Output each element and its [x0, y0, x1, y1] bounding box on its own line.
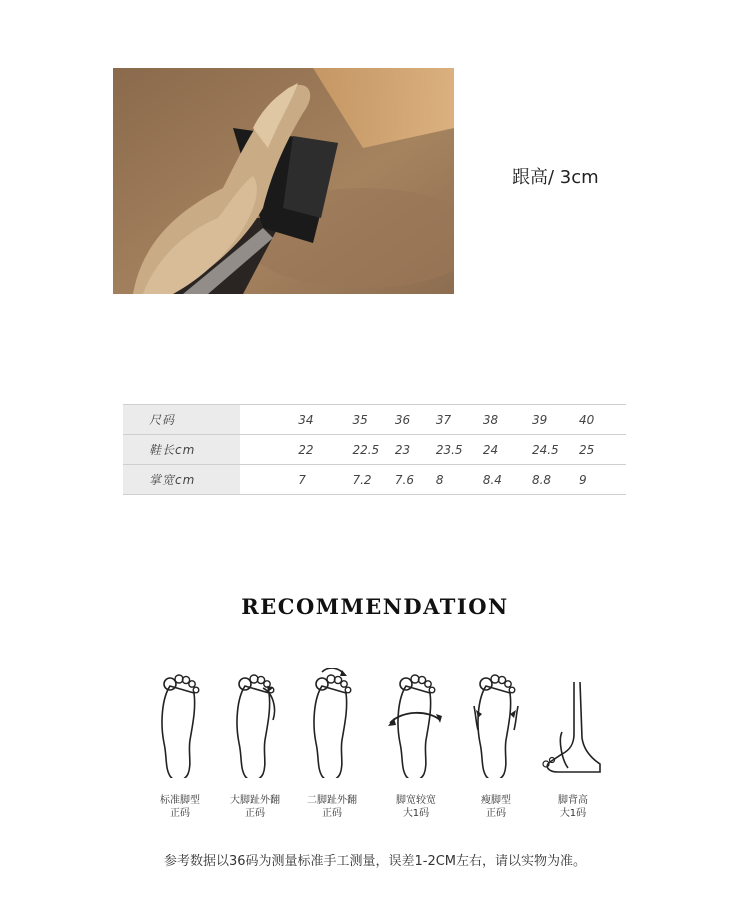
size-table-row-header: 尺码: [123, 405, 240, 435]
size-table-cell: 8: [436, 465, 483, 495]
foot-type-item: [215, 668, 295, 820]
measurement-note: 参考数据以36码为测量标准手工测量，误差1-2CM左右，请以实物为准。: [163, 854, 587, 869]
foot-type-caption: [533, 794, 613, 820]
size-table-cell: 7: [240, 465, 352, 495]
size-table-cell: 8.8: [532, 465, 579, 495]
size-table-cell: 22.5: [352, 435, 394, 465]
size-table-cell: 40: [579, 405, 626, 435]
size-table: [123, 404, 626, 495]
size-table-row-header: 掌宽cm: [123, 465, 240, 495]
size-table-cell: 7.6: [395, 465, 436, 495]
foot-type-item: [292, 668, 372, 820]
size-table-cell: 23.5: [436, 435, 483, 465]
size-table-cell: 35: [352, 405, 394, 435]
foot-type-caption: [140, 794, 220, 820]
foot-type-label: 二脚趾外翻: [307, 795, 357, 806]
foot-type-caption: [456, 794, 536, 820]
foot-type-caption: [376, 794, 456, 820]
size-table-cell: 8.4: [483, 465, 532, 495]
size-table-cell: 25: [579, 435, 626, 465]
foot-type-label: 大脚趾外翻: [230, 795, 280, 806]
size-table-cell: 24.5: [532, 435, 579, 465]
size-table-cell: 9: [579, 465, 626, 495]
foot-type-label: 脚背高: [558, 795, 588, 806]
foot-type-row: [140, 668, 630, 828]
foot-size-advice: 大1码: [402, 808, 430, 819]
size-table-cell: 7.2: [352, 465, 394, 495]
foot-type-caption: [292, 794, 372, 820]
size-table-row: [123, 405, 626, 435]
size-table-cell: 39: [532, 405, 579, 435]
recommendation-title: RECOMMENDATION: [241, 594, 509, 619]
high-instep-foot-icon: [533, 668, 613, 778]
big-toe-valgus-foot-icon: [215, 668, 295, 778]
foot-type-label: 瘦脚型: [481, 795, 511, 806]
size-table-row-header: 鞋长cm: [123, 435, 240, 465]
size-table-cell: 23: [395, 435, 436, 465]
size-table-cell: 22: [240, 435, 352, 465]
wide-foot-icon: [376, 668, 456, 778]
foot-type-item: [456, 668, 536, 820]
second-toe-valgus-foot-icon: [292, 668, 372, 778]
foot-size-advice: 正码: [245, 808, 265, 819]
foot-type-caption: [215, 794, 295, 820]
foot-size-advice: 正码: [170, 808, 190, 819]
size-table-cell: 36: [395, 405, 436, 435]
foot-type-item: [533, 668, 613, 820]
heel-height-label: 跟高/ 3cm: [512, 167, 599, 188]
foot-size-advice: 大1码: [559, 808, 587, 819]
slim-foot-icon: [456, 668, 536, 778]
foot-size-advice: 正码: [322, 808, 342, 819]
size-table-cell: 24: [483, 435, 532, 465]
foot-type-item: [376, 668, 456, 820]
size-table-row: [123, 435, 626, 465]
size-table-cell: 38: [483, 405, 532, 435]
standard-foot-icon: [140, 668, 220, 778]
foot-size-advice: 正码: [486, 808, 506, 819]
foot-type-label: 脚宽较宽: [396, 795, 436, 806]
foot-type-item: [140, 668, 220, 820]
product-photo-heel: [113, 68, 454, 294]
size-table-cell: 37: [436, 405, 483, 435]
size-table-row: [123, 465, 626, 495]
size-table-cell: 34: [240, 405, 352, 435]
foot-type-label: 标准脚型: [160, 795, 200, 806]
